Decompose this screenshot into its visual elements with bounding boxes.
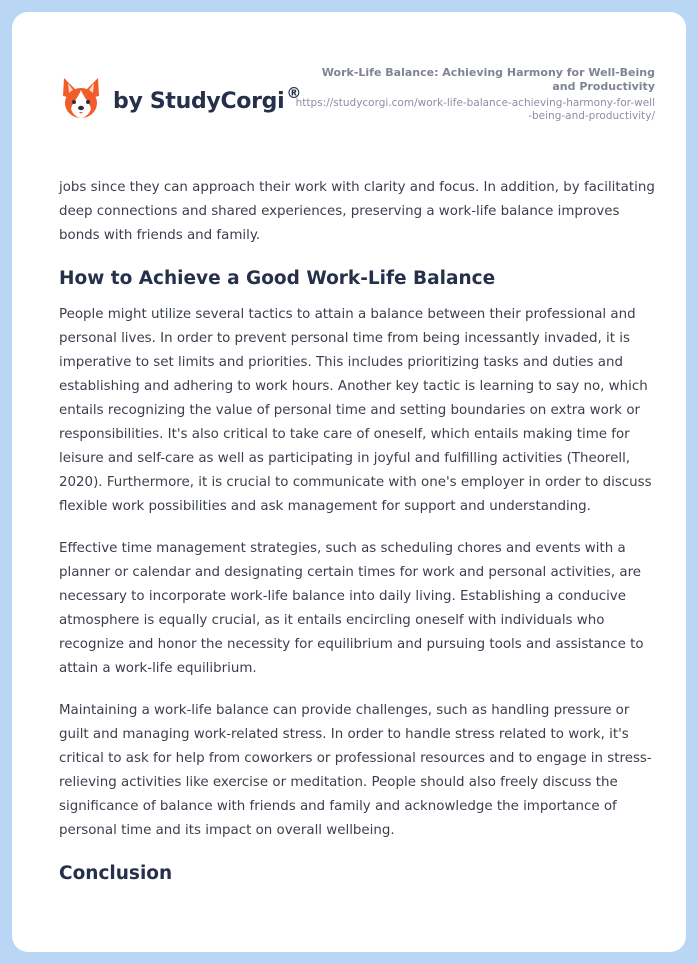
body-paragraph: Effective time management strategies, such as scheduling chores and events with a planner or calendar and designating certain times for work and personal activities, are necessary to incorporate work-life balance into daily living. Establishing a conducive atmosphere is equally crucial, as it entails encircling oneself with individuals who recognize and honor the necessity for equilibrium and pursuing tools and assistance to attain a work-life equilibrium.	[59, 541, 644, 676]
document-url[interactable]: https://studycorgi.com/work-life-balance-achieving-harmony-for-well-being-and-productivity/	[295, 97, 655, 122]
brand-name: by StudyCorgi ®	[113, 84, 302, 114]
document-meta	[295, 66, 655, 123]
studycorgi-logo[interactable]	[61, 76, 301, 120]
section-heading: How to Achieve a Good Work-Life Balance	[59, 268, 496, 289]
article-body	[59, 176, 659, 898]
conclusion-heading: Conclusion	[59, 863, 173, 884]
intro-paragraph: jobs since they can approach their work with clarity and focus. In addition, by facilitating deep connections and shared experiences, preserving a work-life balance improves bonds with friends and family.	[59, 180, 655, 243]
body-paragraph: People might utilize several tactics to attain a balance between their professional and personal lives. In order to prevent personal time from being incessantly invaded, it is imperative to set limits and priorities. This includes prioritizing tasks and duties and establishing and adhering to work hours. Another key tactic is learning to say no, which entails recognizing the value of personal time and setting boundaries on extra work or responsibilities. It's also critical to take care of oneself, which entails making time for leisure and self-care as well as participating in joyful and fulfilling activities (Theorell, 2020). Furthermore, it is crucial to communicate with one's employer in order to discuss flexible work possibilities and ask management for support and understanding.	[59, 307, 652, 514]
document-title: Work-Life Balance: Achieving Harmony for Well-Being and Productivity	[321, 66, 655, 93]
body-paragraph: Maintaining a work-life balance can provide challenges, such as handling pressure or guilt and managing work-related stress. In order to handle stress related to work, it's critical to ask for help from coworkers or professional resources and to engage in stress-relieving activities like exercise or meditation. People should also freely discuss the significance of balance with friends and family and acknowledge the importance of personal time and its impact on overall wellbeing.	[59, 703, 652, 838]
registered-mark: ®	[286, 84, 302, 102]
corgi-icon	[61, 76, 101, 120]
document-page	[12, 12, 686, 952]
